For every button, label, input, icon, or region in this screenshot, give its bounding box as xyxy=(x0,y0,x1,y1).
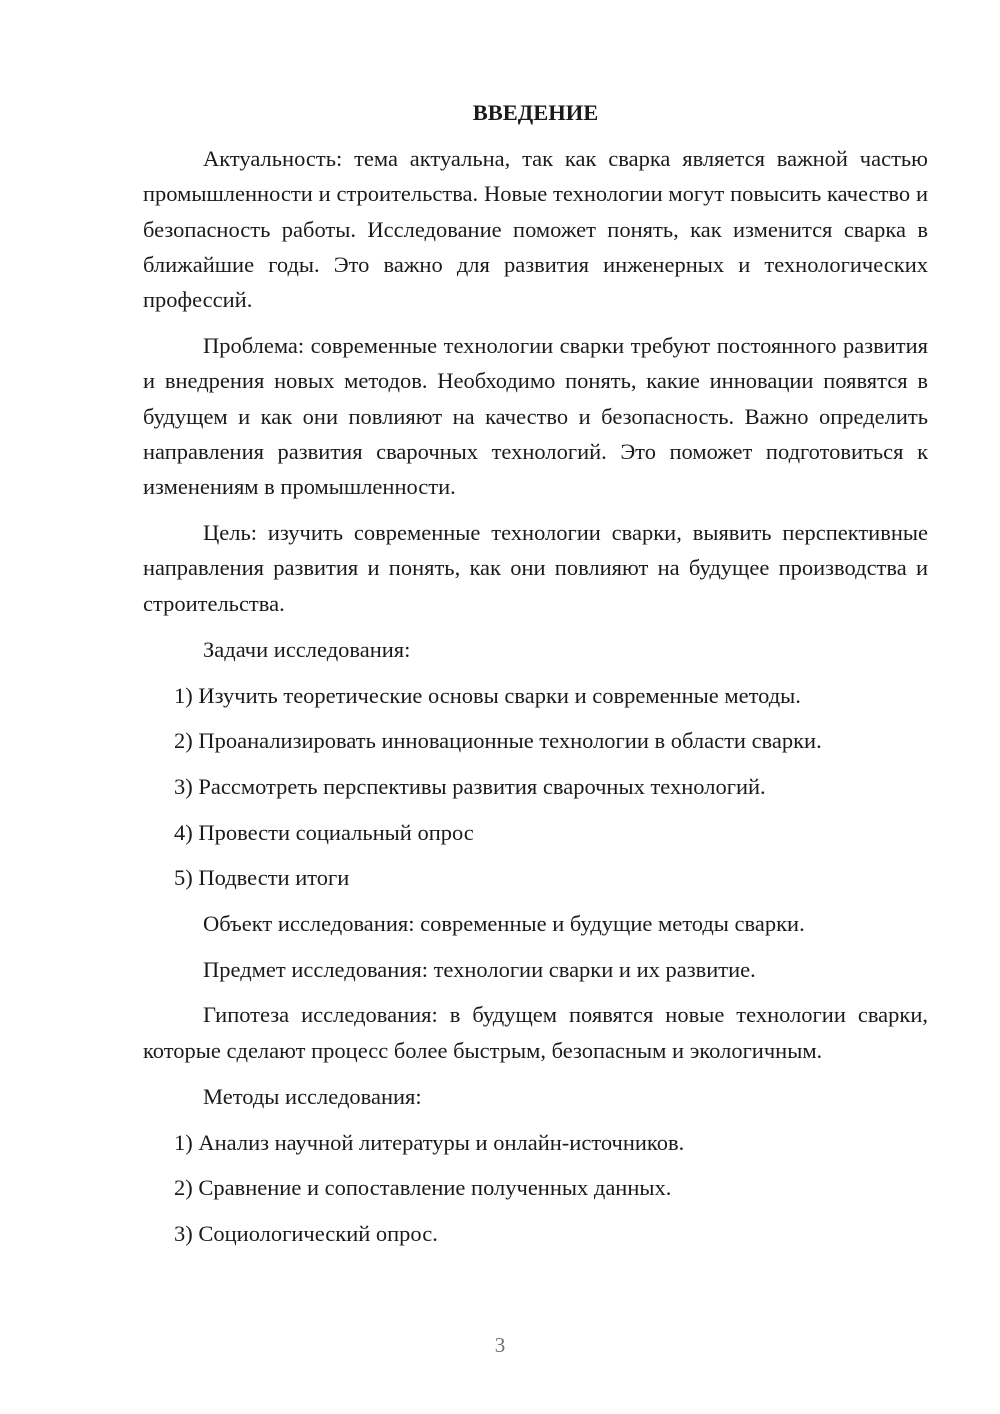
methods-title: Методы исследования: xyxy=(203,1083,422,1109)
task-item: 4) Провести социальный опрос xyxy=(174,819,474,845)
hypothesis-paragraph: Гипотеза исследования: в будущем появятся новые технологии сварки, которые сделают процесс более быстрым, безопасным и экологичным. xyxy=(143,1002,928,1063)
task-item: 3) Рассмотреть перспективы развития сварочных технологий. xyxy=(174,773,766,799)
task-item: 2) Проанализировать инновационные технологии в области сварки. xyxy=(174,728,822,754)
method-item: 3) Социологический опрос. xyxy=(174,1220,438,1246)
task-item: 1) Изучить теоретические основы сварки и современные методы. xyxy=(174,682,801,708)
object-paragraph: Объект исследования: современные и будущие методы сварки. xyxy=(203,911,805,937)
method-item: 2) Сравнение и сопоставление полученных данных. xyxy=(174,1175,672,1201)
subject-paragraph: Предмет исследования: технологии сварки и их развитие. xyxy=(203,956,756,982)
method-item: 1) Анализ научной литературы и онлайн-источников. xyxy=(174,1129,685,1155)
problem-paragraph: Проблема: современные технологии сварки требуют постоянного развития и внедрения новых методов. Необходимо понять, какие инновации появятся в будущем и как они повлияют на качество и безопасность. Важно определить направления развития сварочных технологий. Это поможет подготовиться к изменениям в промышленности. xyxy=(143,333,928,500)
task-item: 5) Подвести итоги xyxy=(174,865,350,891)
tasks-title: Задачи исследования: xyxy=(203,636,411,662)
tasks-list xyxy=(143,678,928,896)
methods-list xyxy=(143,1125,928,1252)
goal-paragraph: Цель: изучить современные технологии сварки, выявить перспективные направления развития и понять, как они повлияют на будущее производства и строительства. xyxy=(143,520,928,616)
relevance-paragraph: Актуальность: тема актуальна, так как сварка является важной частью промышленности и строительства. Новые технологии могут повысить качество и безопасность работы. Исследование поможет понять, как изменится сварка в ближайшие годы. Это важно для развития инженерных и технологических профессий. xyxy=(143,146,928,313)
page-number: 3 xyxy=(494,1333,506,1357)
document-page xyxy=(143,95,928,1262)
section-heading: ВВЕДЕНИЕ xyxy=(472,100,599,125)
